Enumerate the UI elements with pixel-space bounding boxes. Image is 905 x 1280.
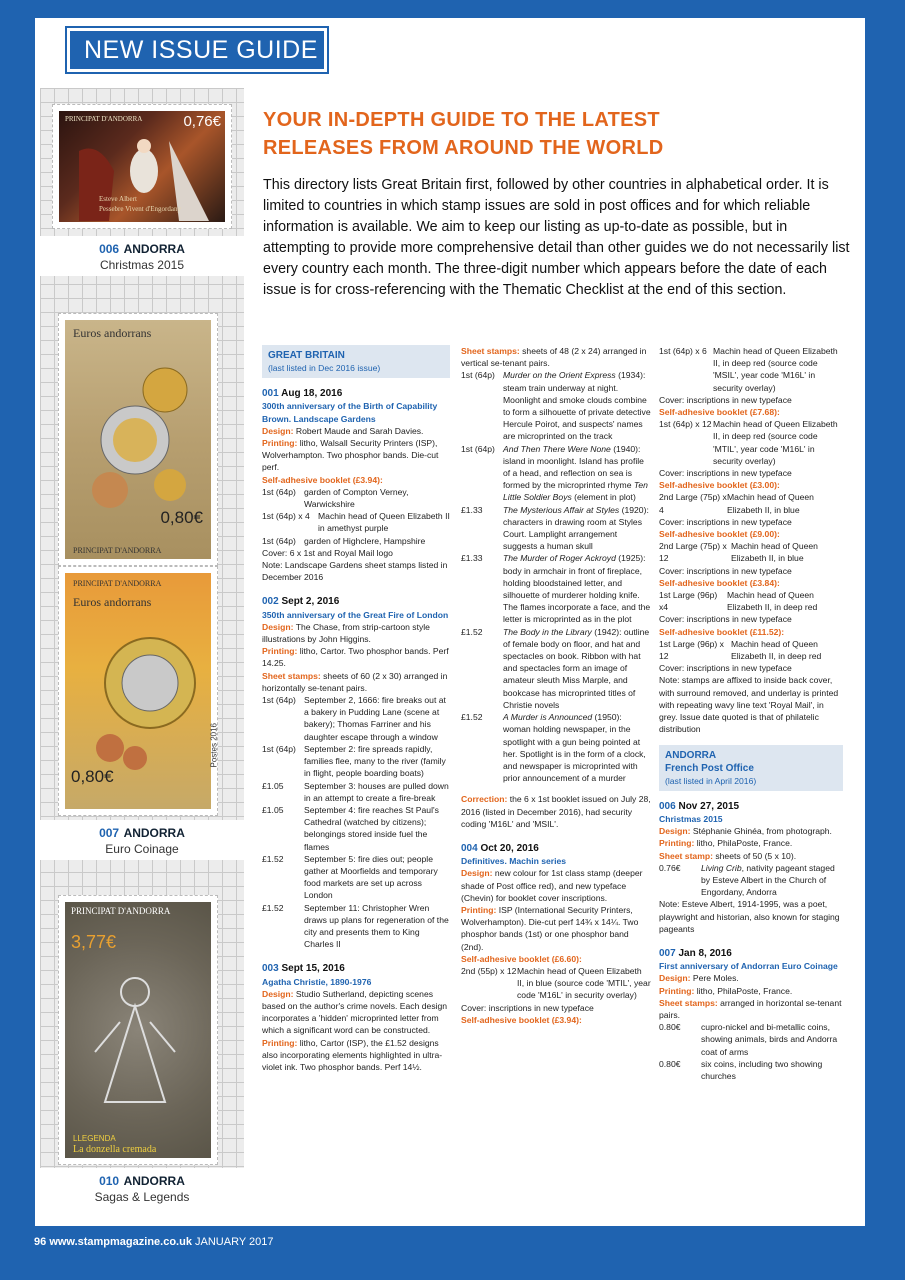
stamp-2-footer: PRINCIPAT D'ANDORRA bbox=[73, 546, 162, 555]
value-row: 1st (64p) x 4 Machin head of Queen Elizabeth II in amethyst purple bbox=[262, 511, 450, 534]
issue-theme: Christmas 2015 bbox=[659, 813, 723, 824]
intro-paragraph: This directory lists Great Britain first, followed by other countries in alphabetical order. It is limited to countries in which stamp issues are sold in post offices and for which reliable information is available. We aim to keep our listing as up-to-date as possible, but in attempting to provide more comprehensive detail than other guides we do not necessarily list every country each month. The three-digit number which appears before the date of each issue is for cross-referencing with the Thematic Checklist at the end of this section. bbox=[263, 177, 850, 298]
cover-line: Cover: inscriptions in new typeface bbox=[659, 565, 792, 576]
column-2 bbox=[461, 345, 651, 1026]
headline-line-1: YOUR IN-DEPTH GUIDE TO THE LATEST bbox=[263, 109, 660, 131]
value-row: 2nd Large (75p) x 4 Machin head of Queen Elizabeth II, in blue bbox=[659, 492, 814, 515]
value-row: £1.52 The Body in the Library (1942): outline of female body on floor, and hat and spectacles on book. Ribbon with hat and spectacles form an image of amateur sleuth Miss Marple, and bookcase has microprinted titles of Christie novels bbox=[461, 626, 650, 710]
issue-heading: 006 Nov 27, 2015 bbox=[659, 800, 740, 812]
correction-line: Correction: the 6 x 1st booklet issued on July 28, 2016 (listed in December 2016), had security coding 'M16L' and 'MSIL'. bbox=[461, 794, 651, 829]
caption-number: 006 bbox=[99, 242, 120, 256]
country-last-listed: (last listed in April 2016) bbox=[665, 775, 757, 786]
design-line: Design: Studio Sutherland, depicting scenes based on the author's crime novels. Each design incorporates a 'hidden' microprinted letter from which a significant word can be constructed. bbox=[262, 988, 448, 1036]
printing-line: Printing: litho, PhilaPoste, France. bbox=[659, 985, 793, 996]
note-line: Note: Esteve Albert, 1914-1995, was a poet, playwright and historian, also known for staging pageants bbox=[659, 899, 840, 934]
value-row: £1.52 September 11: Christopher Wren draws up plans for regeneration of the city and presents them to King Charles II bbox=[262, 902, 449, 950]
country-title: GREAT BRITAIN bbox=[268, 350, 345, 361]
stamp-4-text-2: La donzella cremada bbox=[73, 1144, 157, 1155]
booklet-label: Self-adhesive booklet (£3.84): bbox=[659, 577, 780, 588]
value-row: 1st (64p) garden of Compton Verney, Warwickshire bbox=[262, 486, 409, 510]
page-headline bbox=[263, 106, 843, 162]
stamp-caption-006 bbox=[40, 236, 244, 276]
design-line: Design: Stéphanie Ghinéa, from photograph. bbox=[659, 826, 832, 837]
sheet-line: Sheet stamps: arranged in horizontal se-tenant pairs. bbox=[659, 997, 842, 1020]
stamp-2-value: 0,80€ bbox=[160, 508, 203, 527]
headline-line-2: RELEASES FROM AROUND THE WORLD bbox=[263, 137, 664, 159]
stamp-sagas-legends bbox=[58, 895, 218, 1165]
country-subtitle: French Post Office bbox=[665, 762, 754, 774]
issue-heading: 001 Aug 18, 2016 bbox=[262, 388, 343, 400]
booklet-label: Self-adhesive booklet (£3.94): bbox=[262, 474, 383, 485]
value-row: £1.33 The Mysterious Affair at Styles (1920): characters in drawing room at Styles Court. Lamplight arrangement suggests a human skull bbox=[461, 504, 649, 552]
stamp-caption-010 bbox=[40, 1168, 244, 1208]
sheet-line: Sheet stamps: sheets of 60 (2 x 30) arranged in horizontally se-tenant pairs. bbox=[262, 670, 448, 693]
value-row: £1.05 September 3: houses are pulled down in an attempt to create a fire-break bbox=[262, 780, 449, 803]
column-1 bbox=[262, 345, 450, 1073]
value-row: 1st Large (96p) x 12 Machin head of Queen Elizabeth II, in deep red bbox=[659, 638, 822, 662]
caption-subtitle: Sagas & Legends bbox=[94, 1190, 190, 1204]
value-row: 2nd Large (75p) x 12 Machin head of Queen Elizabeth II, in blue bbox=[659, 541, 818, 564]
printing-line: Printing: litho, PhilaPoste, France. bbox=[659, 838, 793, 849]
value-row: £1.33 The Murder of Roger Ackroyd (1925): body in armchair in front of fireplace, holding bloodstained letter, and silhouette of murderer holding knife. The flames incorporate a face, and the letter is microprinted as in the plot bbox=[461, 553, 651, 625]
cover-line: Cover: inscriptions in new typeface bbox=[659, 614, 792, 625]
booklet-label: Self-adhesive booklet (£3.94): bbox=[461, 1014, 582, 1025]
stamp-3-year: Postes 2016 bbox=[209, 723, 218, 768]
design-line: Design: The Chase, from strip-cartoon style illustrations by John Higgins. bbox=[262, 621, 430, 645]
stamp-4-value: 3,77€ bbox=[71, 932, 117, 952]
stamp-1-value: 0,76€ bbox=[183, 113, 221, 130]
caption-country: ANDORRA bbox=[123, 826, 185, 840]
design-line: Design: new colour for 1st class stamp (deeper shade of Post office red), and new typeface (Chevin) for booklet cover inscriptions. bbox=[461, 868, 643, 903]
issue-theme: Definitives. Machin series bbox=[461, 856, 567, 867]
banner-title: NEW ISSUE GUIDE bbox=[84, 35, 318, 64]
caption-country: ANDORRA bbox=[123, 242, 185, 256]
site-url: www.stampmagazine.co.uk bbox=[49, 1236, 192, 1248]
caption-number: 007 bbox=[99, 826, 120, 840]
caption-country: ANDORRA bbox=[123, 1174, 185, 1188]
value-row: 1st (64p) September 2: fire spreads rapidly, families flee, many to the river (family in flight, people boarding boats) bbox=[262, 743, 446, 779]
value-row: 0.80€ cupro-nickel and bi-metallic coins, showing animals, birds and Andorra coat of arms bbox=[659, 1022, 838, 1057]
printing-line: Printing: ISP (International Security Printers, Wolverhampton). Die-cut perf 14¾ x 14¼. Two phosphor bands (1st) or one phosphor band (2nd). bbox=[461, 904, 639, 952]
note-line: Note: Landscape Gardens sheet stamps listed in December 2016 bbox=[262, 560, 448, 583]
value-row: 1st (64p) September 2, 1666: fire breaks out at a bakery in Pudding Lane (scene at bakery); Thomas Farriner and his daughter escape through a window bbox=[262, 695, 446, 742]
page-number: 96 bbox=[34, 1236, 47, 1248]
stamp-christmas-2015 bbox=[52, 104, 232, 229]
value-row: 1st (64p) Murder on the Orient Express (1934): steam train underway at night. Moonlight and smoke clouds combine to form a silhouette of private detective Hercule Poirot, and suspects' names are microprinted on the track bbox=[461, 370, 651, 442]
cover-line: Cover: inscriptions in new typeface bbox=[659, 394, 792, 405]
value-row: 1st (64p) garden of Highclere, Hampshire bbox=[262, 535, 426, 546]
note-line: Note: stamps are affixed to inside back cover, with surround removed, and underlay is printed with repeating wavy line text 'Royal Mail', in grey. Issue date quoted is that of philatelic distribution bbox=[659, 675, 839, 735]
booklet-label: Self-adhesive booklet (£11.52): bbox=[659, 626, 785, 637]
cover-line: Cover: inscriptions in new typeface bbox=[659, 663, 792, 674]
stamp-4-country: PRINCIPAT D'ANDORRA bbox=[71, 906, 171, 916]
value-row: 1st (64p) x 6 Machin head of Queen Elizabeth II, in deep red (source code 'MSIL', year code 'M16L' in security overlay) bbox=[659, 346, 838, 393]
value-row: 0.76€ Living Crib, nativity pageant staged by Esteve Albert in the Church of Engordany, Andorra bbox=[659, 862, 835, 898]
country-last-listed: (last listed in Dec 2016 issue) bbox=[268, 363, 381, 373]
stamp-1-text: Esteve Albert bbox=[99, 195, 137, 203]
issue-theme: Agatha Christie, 1890-1976 bbox=[262, 976, 372, 987]
issue-theme: First anniversary of Andorran Euro Coinage bbox=[659, 961, 838, 972]
stamp-1-text-2: Pessebre Vivent d'Engordany bbox=[99, 205, 181, 213]
stamp-4-text: LLEGENDA bbox=[73, 1134, 116, 1143]
cover-line: Cover: inscriptions in new typeface bbox=[659, 516, 792, 527]
design-line: Design: Pere Moles. bbox=[659, 973, 739, 984]
booklet-label: Self-adhesive booklet (£9.00): bbox=[659, 529, 780, 540]
issue-theme: 350th anniversary of the Great Fire of London bbox=[262, 609, 449, 620]
issue-date: JANUARY 2017 bbox=[195, 1236, 274, 1248]
stamp-euro-coinage-2 bbox=[58, 566, 218, 816]
design-line: Design: Robert Maude and Sarah Davies. bbox=[262, 425, 424, 436]
cover-line: Cover: inscriptions in new typeface bbox=[659, 468, 792, 479]
booklet-label: Self-adhesive booklet (£7.68): bbox=[659, 407, 780, 418]
value-row: 1st (64p) And Then There Were None (1940): island in moonlight. Island has profile of a head, and reflection on sea is formed by the microprinted rhyme Ten Little Soldier Boys (element in plot) bbox=[461, 443, 648, 503]
issue-theme: 300th anniversary of the Birth of Capability Brown. Landscape Gardens bbox=[262, 401, 438, 424]
value-row: £1.52 September 5: fire dies out; people gather at Moorfields and temporary food markets are set up across London bbox=[262, 853, 438, 901]
stamp-3-country: PRINCIPAT D'ANDORRA bbox=[73, 579, 162, 588]
section-banner bbox=[67, 28, 327, 72]
value-row: 1st (64p) x 12 Machin head of Queen Elizabeth II, in deep red (source code 'MTIL', year code 'M16L' in security overlay) bbox=[659, 419, 838, 466]
value-row: 0.80€ six coins, including two showing churches bbox=[659, 1058, 823, 1081]
printing-line: Printing: litho, Walsall Security Printers (ISP), Wolverhampton. Two phosphor bands. Die-cut perf. bbox=[262, 438, 439, 473]
issue-heading: 007 Jan 8, 2016 bbox=[659, 947, 732, 959]
caption-subtitle: Christmas 2015 bbox=[99, 258, 185, 272]
cover-line: Cover: inscriptions in new typeface bbox=[461, 1002, 594, 1013]
value-row: 2nd (55p) x 12 Machin head of Queen Elizabeth II, in blue (source code 'MTIL', year code 'M16L' in security overlay) bbox=[461, 965, 651, 1001]
issue-heading: 004 Oct 20, 2016 bbox=[461, 842, 539, 854]
caption-subtitle: Euro Coinage bbox=[105, 842, 179, 856]
country-header-gb bbox=[262, 345, 450, 378]
issue-heading: 002 Sept 2, 2016 bbox=[262, 596, 340, 608]
country-header-andorra bbox=[659, 745, 843, 791]
stamp-caption-007 bbox=[40, 820, 244, 860]
stamp-1-country: PRINCIPAT D'ANDORRA bbox=[65, 115, 143, 123]
printing-line: Printing: litho, Cartor. Two phosphor bands. Perf 14.25. bbox=[262, 646, 449, 669]
value-row: £1.52 A Murder is Announced (1950): woman holding newspaper, in the spotlight with a gun being pointed at her. Spotlight is in the form of a clock, and newspaper is microprinted with prior announcement of a murder bbox=[461, 712, 646, 784]
printing-line: Printing: litho, Cartor (ISP), the £1.52 designs also incorporating elements highlighted in ultra-violet ink. Two phosphor bands. Perf 14½. bbox=[262, 1037, 443, 1072]
country-title: ANDORRA bbox=[665, 749, 717, 761]
value-row: 1st Large (96p) x4 Machin head of Queen Elizabeth II, in deep red bbox=[659, 590, 818, 613]
stamp-3-value: 0,80€ bbox=[71, 767, 114, 786]
issue-heading: 003 Sept 15, 2016 bbox=[262, 963, 345, 975]
booklet-label: Self-adhesive booklet (£6.60): bbox=[461, 953, 582, 964]
booklet-label: Self-adhesive booklet (£3.00): bbox=[659, 480, 780, 491]
stamp-euro-coinage-1 bbox=[58, 313, 218, 566]
stamp-2-text: Euros andorrans bbox=[73, 326, 152, 340]
stamp-3-text: Euros andorrans bbox=[73, 595, 152, 609]
sheet-line: Sheet stamps: sheets of 48 (2 x 24) arranged in vertical se-tenant pairs. bbox=[461, 346, 647, 369]
caption-number: 010 bbox=[99, 1174, 120, 1188]
column-3 bbox=[659, 345, 843, 1082]
page-footer bbox=[34, 1236, 274, 1248]
sheet-line: Sheet stamp: sheets of 50 (5 x 10). bbox=[659, 850, 797, 861]
value-row: £1.05 September 4: fire reaches St Paul's Cathedral (watched by citizens); belongings stored inside fuel the flames bbox=[262, 804, 439, 852]
cover-line: Cover: 6 x 1st and Royal Mail logo bbox=[262, 547, 393, 558]
